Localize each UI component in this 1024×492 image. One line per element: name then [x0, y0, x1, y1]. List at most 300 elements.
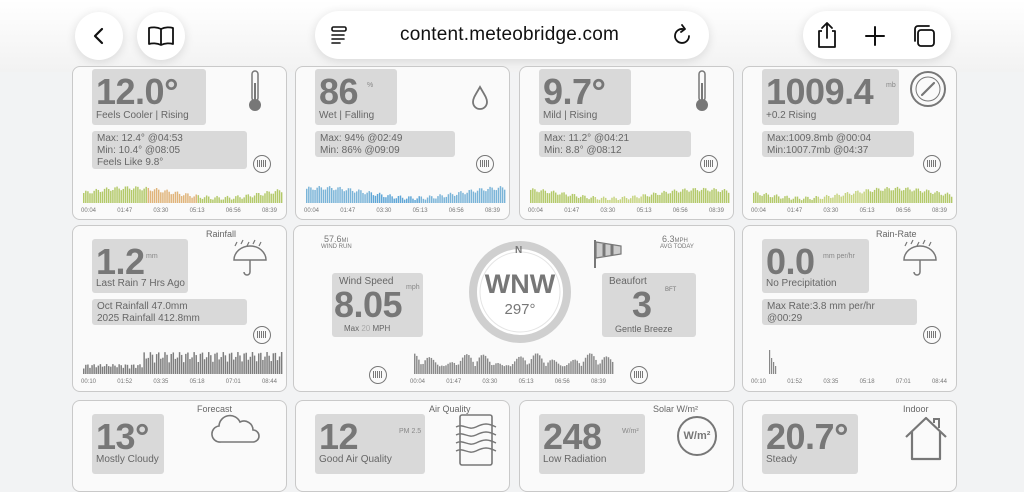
pressure-trend: +0.2 Rising — [766, 110, 817, 121]
sparkline-bar — [191, 198, 192, 203]
sparkline-bar — [260, 195, 261, 203]
sparkline-bar — [362, 193, 363, 203]
sparkline-bar — [510, 366, 511, 374]
sparkline-bar — [591, 354, 592, 374]
sparkline-bar — [545, 191, 546, 203]
sparkline-bar — [909, 190, 910, 203]
sparkline-bar — [98, 190, 99, 203]
sparkline-bar — [429, 195, 430, 203]
sparkline-bar — [822, 199, 823, 203]
sparkline-bar — [597, 365, 598, 374]
sparkline-bar — [91, 365, 92, 374]
sparkline-bar — [766, 193, 767, 203]
sparkline-bar — [268, 192, 269, 203]
sparkline-bar — [173, 352, 174, 374]
sparkline-bar — [256, 361, 257, 374]
sparkline-bar — [208, 197, 209, 203]
chart-toggle-icon[interactable] — [369, 366, 387, 384]
sparkline-bar — [606, 356, 607, 374]
sparkline-bar — [502, 187, 503, 203]
rainrate-title: Rain-Rate — [876, 229, 917, 239]
sparkline-bar — [529, 364, 530, 374]
rainrate-max: Max Rate:3.8 mm per/hr — [767, 301, 875, 312]
sparkline-bar — [559, 194, 560, 203]
sparkline-bar — [196, 195, 197, 203]
sparkline-bar — [473, 192, 474, 203]
sparkline-bar — [863, 192, 864, 203]
sparkline-bar — [443, 366, 444, 374]
sparkline-bar — [466, 193, 467, 203]
sparkline-bar — [557, 195, 558, 203]
sparkline-bar — [697, 190, 698, 203]
sparkline-bar — [216, 353, 217, 374]
sparkline-bar — [210, 199, 211, 203]
sparkline-bar — [158, 352, 159, 374]
sparkline-bar — [611, 198, 612, 203]
sparkline-bar — [171, 194, 172, 203]
sparkline-bar — [564, 366, 565, 374]
sparkline-bar — [811, 200, 812, 203]
sparkline-bar — [389, 194, 390, 203]
sparkline-bar — [171, 354, 172, 374]
sparkline-bar — [102, 192, 103, 203]
sparkline-bar — [695, 188, 696, 203]
sparkline-bar — [162, 358, 163, 374]
pressure-stats — [762, 131, 914, 157]
rainrate-desc: No Precipitation — [766, 278, 837, 289]
sparkline-bar — [726, 191, 727, 204]
sparkline-bar — [189, 359, 190, 374]
sparkline-bar — [241, 199, 242, 203]
sparkline-bar — [256, 193, 257, 203]
sparkline-bar — [333, 190, 334, 203]
sparkline-bar — [462, 193, 463, 203]
sparkline-bar — [693, 188, 694, 203]
sparkline-bar — [118, 189, 119, 203]
sparkline-bar — [464, 194, 465, 203]
sparkline-bar — [127, 186, 128, 203]
humidity-card[interactable] — [295, 66, 510, 220]
sparkline-bar — [431, 196, 432, 203]
chevron-left-icon — [89, 26, 109, 46]
sparkline-bar — [316, 188, 317, 203]
sparkline-bar — [258, 193, 259, 203]
sparkline-bar — [468, 355, 469, 374]
temperature-time-axis: 00:04 01:47 03:30 05:13 06:56 08:39 — [81, 208, 277, 214]
wind-speed-label: Wind Speed — [339, 276, 394, 287]
sparkline-bar — [522, 358, 523, 374]
sparkline-bar — [782, 198, 783, 203]
new-tab-icon[interactable] — [864, 25, 886, 47]
rainrate-value: 0.0 — [766, 241, 815, 282]
sparkline-bar — [93, 191, 94, 203]
sparkline-bar — [396, 198, 397, 203]
sparkline-bar — [466, 354, 467, 374]
sparkline-bar — [406, 199, 407, 203]
reload-icon[interactable] — [673, 24, 693, 46]
sparkline-bar — [622, 197, 623, 203]
sparkline-bar — [905, 188, 906, 203]
sparkline-bar — [649, 197, 650, 203]
solar-badge-text: W/m² — [683, 430, 711, 442]
rainfall-unit: mm — [146, 253, 158, 260]
sparkline-bar — [150, 352, 151, 374]
sparkline-bar — [640, 197, 641, 203]
sparkline-bar — [583, 362, 584, 374]
sparkline-bar — [911, 191, 912, 203]
beaufort-unit: BFT — [665, 287, 677, 293]
sparkline-bar — [587, 355, 588, 374]
sparkline-bar — [424, 360, 425, 374]
sparkline-bar — [148, 188, 149, 203]
sparkline-bar — [200, 198, 201, 203]
sparkline-bar — [920, 191, 921, 203]
sparkline-bar — [452, 362, 453, 374]
sparkline-bar — [481, 355, 482, 374]
sparkline-bar — [601, 198, 602, 203]
sparkline-bar — [588, 199, 589, 203]
forecast-card[interactable] — [72, 400, 287, 492]
sparkline-bar — [493, 365, 494, 374]
sparkline-bar — [168, 192, 169, 203]
indoor-value: 20.7° — [766, 416, 848, 457]
sparkline-bar — [472, 362, 473, 374]
sparkline-bar — [216, 196, 217, 203]
sparkline-bar — [116, 367, 117, 374]
sparkline-bar — [543, 189, 544, 203]
humidity-value: 86 — [319, 71, 359, 112]
sparkline-bar — [354, 193, 355, 203]
sparkline-bar — [586, 198, 587, 203]
sparkline-bar — [454, 363, 455, 374]
wind-card[interactable] — [293, 225, 735, 392]
sparkline-bar — [485, 356, 486, 374]
temperature-trend: Feels Cooler | Rising — [96, 110, 189, 121]
sparkline-bar — [504, 190, 505, 203]
airquality-card[interactable] — [295, 400, 510, 492]
sparkline-bar — [427, 358, 428, 374]
humidity-stats — [315, 131, 455, 157]
sparkline-bar — [655, 193, 656, 203]
thermometer-icon — [245, 69, 265, 113]
chart-toggle-icon[interactable] — [923, 155, 941, 173]
sparkline-bar — [947, 193, 948, 203]
sparkline-bar — [166, 190, 167, 203]
dewpoint-sparkline — [530, 179, 730, 203]
sparkline-bar — [626, 198, 627, 203]
sparkline-bar — [425, 200, 426, 203]
chart-toggle-icon[interactable] — [923, 326, 941, 344]
sparkline-bar — [469, 190, 470, 203]
sparkline-bar — [809, 199, 810, 203]
sparkline-bar — [449, 363, 450, 374]
sparkline-bar — [836, 194, 837, 203]
sparkline-bar — [246, 195, 247, 203]
sparkline-bar — [547, 363, 548, 374]
sparkline-bar — [928, 190, 929, 203]
chart-toggle-icon[interactable] — [630, 366, 648, 384]
sparkline-bar — [724, 189, 725, 203]
sparkline-bar — [807, 197, 808, 203]
sparkline-bar — [421, 197, 422, 203]
sparkline-bar — [824, 197, 825, 203]
sparkline-bar — [183, 362, 184, 374]
rainrate-stats — [762, 299, 917, 325]
sparkline-bar — [786, 196, 787, 203]
sparkline-bar — [408, 196, 409, 203]
sparkline-bar — [534, 189, 535, 203]
url-text[interactable]: content.meteobridge.com — [400, 24, 619, 45]
chart-toggle-icon[interactable] — [253, 155, 271, 173]
droplet-icon — [470, 85, 490, 111]
sparkline-bar — [435, 199, 436, 203]
chart-toggle-icon[interactable] — [253, 326, 271, 344]
sparkline-bar — [175, 192, 176, 203]
sparkline-bar — [198, 195, 199, 203]
sparkline-bar — [281, 192, 282, 203]
sparkline-bar — [87, 365, 88, 375]
sparkline-bar — [193, 352, 194, 374]
sparkline-bar — [266, 191, 267, 203]
sparkline-bar — [531, 359, 532, 374]
sparkline-bar — [713, 188, 714, 203]
sparkline-bar — [250, 357, 251, 374]
sparkline-bar — [183, 195, 184, 203]
sparkline-bar — [110, 191, 111, 203]
reader-icon[interactable] — [330, 25, 350, 45]
sparkline-bar — [527, 364, 528, 374]
sparkline-bar — [154, 363, 155, 374]
sparkline-bar — [227, 362, 228, 374]
sparkline-bar — [335, 190, 336, 203]
back-button[interactable] — [75, 12, 123, 60]
sparkline-bar — [108, 189, 109, 203]
sparkline-bar — [254, 195, 255, 203]
sparkline-bar — [547, 193, 548, 203]
sparkline-bar — [615, 198, 616, 203]
sparkline-bar — [680, 192, 681, 203]
airquality-desc: Good Air Quality — [319, 454, 392, 465]
sparkline-bar — [532, 188, 533, 203]
sparkline-bar — [491, 365, 492, 374]
sparkline-bar — [250, 196, 251, 203]
pressure-sparkline — [753, 179, 953, 203]
solar-title: Solar W/m² — [653, 404, 698, 414]
sparkline-bar — [214, 354, 215, 374]
sparkline-bar — [930, 193, 931, 203]
sparkline-bar — [177, 192, 178, 203]
sparkline-bar — [568, 363, 569, 374]
sparkline-bar — [246, 353, 247, 374]
sparkline-bar — [231, 353, 232, 374]
sparkline-bar — [686, 190, 687, 203]
sparkline-bar — [574, 360, 575, 374]
sparkline-bar — [358, 189, 359, 203]
sparkline-bar — [279, 190, 280, 203]
rainfall-time-axis: 00:10 01:52 03:35 05:18 07:01 08:44 — [81, 379, 277, 385]
sparkline-bar — [893, 190, 894, 203]
sparkline-bar — [131, 190, 132, 203]
sparkline-bar — [711, 190, 712, 203]
rainrate-card[interactable] — [742, 225, 957, 392]
sparkline-bar — [533, 356, 534, 374]
sparkline-bar — [566, 365, 567, 374]
sparkline-bar — [166, 355, 167, 374]
sparkline-bar — [214, 197, 215, 203]
sparkline-bar — [849, 194, 850, 203]
indoor-title: Indoor — [903, 404, 929, 414]
sparkline-bar — [447, 364, 448, 374]
gauge-icon — [908, 69, 948, 109]
rainrate-time-axis: 00:10 01:52 03:35 05:18 07:01 08:44 — [751, 379, 947, 385]
sparkline-bar — [500, 186, 501, 203]
sparkline-bar — [243, 197, 244, 203]
sparkline-bar — [791, 200, 792, 203]
sparkline-bar — [439, 194, 440, 203]
sparkline-bar — [206, 195, 207, 203]
sparkline-bar — [125, 364, 126, 374]
sparkline-bar — [348, 188, 349, 203]
sparkline-bar — [96, 367, 97, 374]
chart-toggle-icon[interactable] — [476, 155, 494, 173]
sparkline-bar — [243, 353, 244, 374]
sparkline-bar — [404, 200, 405, 203]
rainfall-card[interactable] — [72, 225, 287, 392]
sparkline-bar — [123, 368, 124, 374]
sparkline-bar — [89, 368, 90, 374]
sparkline-bar — [609, 200, 610, 203]
sparkline-bar — [83, 369, 84, 375]
sparkline-bar — [589, 353, 590, 374]
sparkline-bar — [855, 191, 856, 203]
sparkline-bar — [630, 198, 631, 203]
sparkline-bar — [104, 366, 105, 374]
sparkline-bar — [262, 360, 263, 374]
sparkline-bar — [98, 366, 99, 374]
sparkline-bar — [121, 365, 122, 374]
wind-degrees: 297° — [504, 301, 536, 318]
pressure-value: 1009.4 — [766, 71, 874, 112]
sparkline-bar — [608, 357, 609, 374]
sparkline-bar — [888, 188, 889, 203]
sparkline-bar — [653, 193, 654, 203]
sparkline-bar — [676, 191, 677, 203]
sparkline-bar — [690, 191, 691, 203]
sparkline-bar — [366, 193, 367, 203]
sparkline-bar — [495, 363, 496, 374]
sparkline-bar — [543, 363, 544, 374]
temperature-card[interactable] — [72, 66, 287, 220]
sparkline-bar — [778, 196, 779, 203]
beaufort-desc: Gentle Breeze — [615, 324, 673, 334]
sparkline-bar — [114, 187, 115, 203]
sparkline-bar — [433, 360, 434, 374]
sparkline-bar — [715, 189, 716, 203]
sparkline-bar — [922, 193, 923, 203]
sparkline-bar — [498, 188, 499, 203]
sparkline-bar — [398, 196, 399, 203]
sparkline-bar — [377, 194, 378, 203]
rainfall-sparkline — [83, 348, 283, 374]
sparkline-bar — [678, 192, 679, 203]
sparkline-bar — [699, 191, 700, 203]
sparkline-bar — [129, 189, 130, 203]
pressure-card[interactable] — [742, 66, 957, 220]
sparkline-bar — [568, 196, 569, 203]
sparkline-bar — [496, 190, 497, 203]
rainfall-last: Last Rain 7 Hrs Ago — [96, 278, 185, 289]
rainfall-stats — [92, 299, 247, 325]
sparkline-bar — [866, 189, 867, 203]
sparkline-bar — [514, 361, 515, 374]
humidity-trend: Wet | Falling — [319, 110, 375, 121]
sparkline-bar — [352, 191, 353, 203]
sparkline-bar — [158, 190, 159, 203]
sparkline-bar — [597, 199, 598, 203]
sparkline-bar — [137, 187, 138, 203]
sparkline-bar — [682, 189, 683, 203]
pressure-time-axis: 00:04 01:47 03:30 05:13 06:56 08:39 — [751, 208, 947, 214]
sparkline-bar — [868, 189, 869, 203]
solar-card[interactable] — [519, 400, 734, 492]
sparkline-bar — [456, 365, 457, 374]
tabs-icon[interactable] — [911, 23, 937, 49]
sparkline-bar — [312, 190, 313, 203]
sparkline-bar — [129, 368, 130, 374]
bookmarks-button[interactable] — [137, 12, 185, 60]
sparkline-bar — [268, 356, 269, 374]
sparkline-bar — [146, 187, 147, 203]
sparkline-bar — [458, 365, 459, 375]
sparkline-bar — [164, 190, 165, 203]
sparkline-bar — [462, 358, 463, 374]
share-icon[interactable] — [815, 21, 839, 49]
indoor-card[interactable] — [742, 400, 957, 492]
sparkline-bar — [757, 193, 758, 203]
sparkline-bar — [323, 190, 324, 203]
sparkline-bar — [168, 362, 169, 374]
dewpoint-card[interactable] — [519, 66, 734, 220]
sparkline-bar — [936, 191, 937, 203]
wind-avg: 6.3MPH — [662, 234, 688, 244]
sparkline-bar — [841, 197, 842, 203]
sparkline-bar — [189, 196, 190, 203]
sparkline-bar — [112, 364, 113, 374]
sparkline-bar — [106, 187, 107, 203]
sparkline-bar — [878, 189, 879, 203]
sparkline-bar — [102, 367, 103, 374]
sparkline-bar — [475, 193, 476, 203]
sparkline-bar — [100, 364, 101, 374]
sparkline-bar — [508, 365, 509, 374]
sparkline-bar — [419, 196, 420, 203]
sparkline-bar — [187, 193, 188, 203]
sparkline-bar — [826, 195, 827, 203]
sparkline-bar — [239, 197, 240, 203]
solar-desc: Low Radiation — [543, 454, 607, 465]
sparkline-bar — [96, 189, 97, 203]
sparkline-bar — [202, 199, 203, 203]
chart-toggle-icon[interactable] — [700, 155, 718, 173]
sparkline-bar — [181, 196, 182, 203]
sparkline-bar — [321, 187, 322, 203]
sparkline-bar — [445, 365, 446, 374]
dewpoint-time-axis: 00:04 01:47 03:30 05:13 06:56 08:39 — [528, 208, 724, 214]
sparkline-bar — [552, 360, 553, 374]
beaufort-value: 3 — [632, 284, 652, 325]
sparkline-bar — [882, 191, 883, 203]
sparkline-bar — [229, 198, 230, 203]
